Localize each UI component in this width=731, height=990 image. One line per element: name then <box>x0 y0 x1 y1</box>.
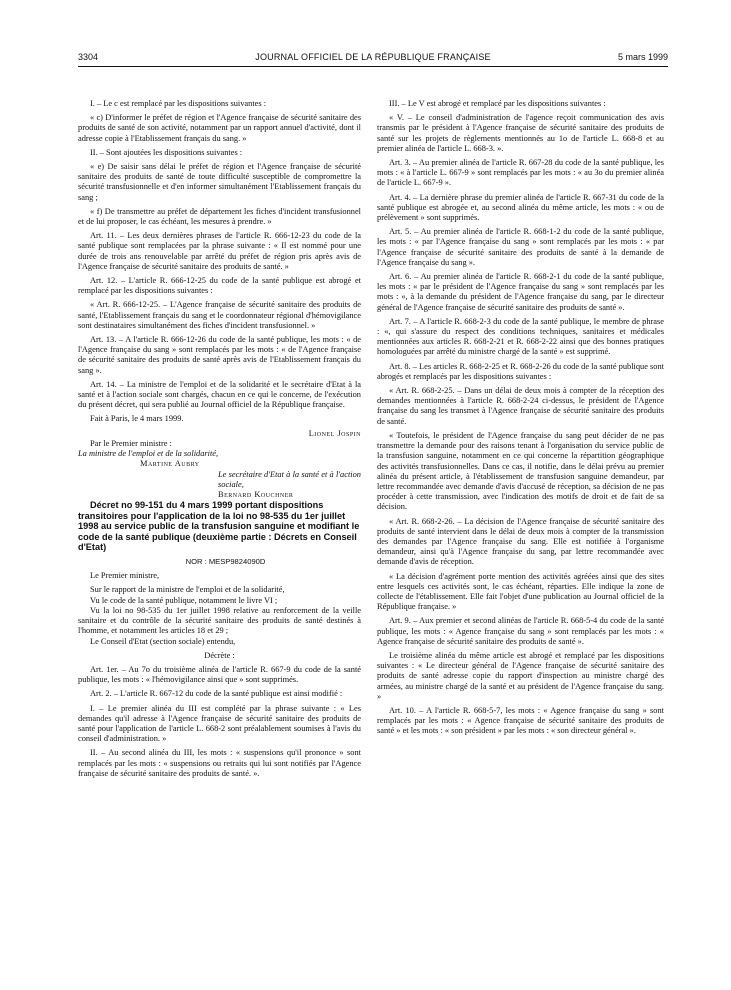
right-column <box>377 99 664 741</box>
paragraph: Vu la loi no 98-535 du 1er juillet 1998 relative au renforcement de la veille sanitaire et du contrôle de la sécurité sanitaire des produits de santé destinés à l'homme, et notamment les articles 18 et 29 ; <box>78 605 361 636</box>
paragraph: Vu le code de la santé publique, notamment le livre VI ; <box>90 595 278 605</box>
article-8: Art. 8. – Les articles R. 668-2-25 et R. 668-2-26 du code de la santé publique sont abrogés et remplacés par les dispositions suivantes : <box>377 361 664 381</box>
nor-reference: NOR : MESP9824090D <box>185 557 266 567</box>
signature-pm: Lionel Jospin <box>308 428 361 438</box>
header-rule <box>78 66 668 67</box>
article-10: Art. 10. – A l'article R. 668-5-7, les mots : « Agence française du sang » sont remplacés par les mots : « Agence française de sécurité sanitaire des produits de santé » et les mots : « son président » par les mots : « son directeur général ». <box>377 705 664 736</box>
paragraph: II. – Sont ajoutées les dispositions suivantes : <box>90 147 243 157</box>
article-2-i: I. – Le premier alinéa du III est complété par la phrase suivante : « Les demandes qu'il adresse à l'Agence française de sécurité sanitaire des produits de santé pour l'application de l'article L. 668-2 sont préalablement soumises à l'avis du conseil d'administration. » <box>78 703 361 744</box>
article-9: Art. 9. – Aux premier et second alinéas de l'article R. 668-5-4 du code de la santé publique, les mots : « Agence française du sang » sont remplacés par les mots : « Agence française de sécurité sanitaire des produits de santé ». <box>377 616 664 646</box>
secretaire-title: Le secrétaire d'Etat à la santé et à l'action sociale, <box>218 469 361 489</box>
page-header <box>78 52 668 66</box>
article-7: Art. 7. – A l'article R. 668-2-3 du code de la santé publique, le membre de phrase : «, qui s'assure du respect des conditions techniques, sanitaires et médicales mentionnées aux articles R. 668-2-21 et R. 668-2-22 ainsi que des bonnes pratiques homologuées par arrêté du ministre chargé de la santé » est supprimé. <box>377 316 664 357</box>
left-column <box>78 99 361 783</box>
par-le-premier-ministre: Par le Premier ministre : <box>90 438 172 448</box>
paragraph: I. – Le c est remplacé par les dispositions suivantes : <box>90 99 267 108</box>
article-13: Art. 13. – A l'article R. 666-12-26 du code de la santé publique, les mots : « de l'Agence française du sang » sont remplacés par les mots : « de l'Agence française de sécurité sanitaire des produits de santé après avis de l'Etablissement français du sang ». <box>78 335 361 375</box>
issue-date: 5 mars 1999 <box>617 52 668 62</box>
article-5: Art. 5. – Au premier alinéa de l'article R. 668-1-2 du code de la santé publique, les mots : « par l'Agence française du sang » sont remplacés par les mots : « par l'Agence française de sécurité sanitaire des produits de santé à la demande de l'Agence française du sang ». <box>377 227 664 267</box>
page-number: 3304 <box>78 52 99 62</box>
paragraph: « c) D'informer le préfet de région et l'Agence française de sécurité sanitaire des produits de santé de son activité, notamment par un rapport annuel d'activité, dont il adresse copie à l'Etablissement français du sang. » <box>78 113 361 143</box>
article-9-b: Le troisième alinéa du même article est abrogé et remplacé par les dispositions suivantes : « Le directeur général de l'Agence française de sécurité sanitaire des produits de santé adresse copie du rapport d'inspection au ministre chargé des armées, au ministre chargé de la santé et au président de l'Agence française du sang. » <box>377 650 664 701</box>
article-8-toutefois: « Toutefois, le président de l'Agence française du sang peut décider de ne pas transmettre la demande pour des raisons tenant à l'organisation du service public de la transfusion sanguine, notamment en ce qui concerne la répartition géographique des activités transfusionnelles. Dans ce cas, il notifie, dans le délai prévu au premier alinéa du présent article, à l'établissement de transfusion sanguine demandeur, par lettre recommandée avec demande d'avis d'accusé de réception, sa décision de ne pas procéder à cette transmission, avec l'indication des motifs de droit et de fait de sa décision. <box>377 430 664 512</box>
article-8-agrement: « La décision d'agrément porte mention des activités agréées ainsi que des sites entre lesquels ces activités sont, le cas échéant, réparties. Elle indique la zone de collecte de l'établissement. Elle fait l'objet d'une publication au Journal officiel de la République française. » <box>377 571 664 612</box>
paragraph: « f) De transmettre au préfet de département les fiches d'incident transfusionnel et de lui proposer, le cas échéant, les mesures à prendre. » <box>78 206 361 227</box>
article-14: Art. 14. – La ministre de l'emploi et de la solidarité et le secrétaire d'Etat à la santé et à l'action sociale sont chargés, chacun en ce qui le concerne, de l'exécution du présent décret, qui sera publié au Journal officiel de la République française. <box>78 379 361 410</box>
article-2: Art. 2. – L'article R. 667-12 du code de la santé publique est ainsi modifié : <box>90 689 343 699</box>
article-4: Art. 4. – La dernière phrase du premier alinéa de l'article R. 667-31 du code de la santé publique est abrogée et, au second alinéa du même article, les mots : « ou de prélèvement » sont supprimés. <box>377 192 664 223</box>
decrete: Décrète : <box>204 650 235 660</box>
place-date: Fait à Paris, le 4 mars 1999. <box>90 414 184 424</box>
article-12: Art. 12. – L'article R. 666-12-25 du code de la santé publique est abrogé et remplacé par les dispositions suivantes : <box>78 276 361 296</box>
article-2-ii: II. – Au second alinéa du III, les mots : « suspensions qu'il prononce » sont remplacés par les mots : « suspensions ou retraits qui lui sont notifiés par l'Agence française de sécurité sanitaire des produits de santé. ». <box>78 748 361 778</box>
paragraph: « e) De saisir sans délai le préfet de région et l'Agence française de sécurité sanitaire des produits de santé de toute difficulté susceptible de compromettre la sécurité transfusionnelle et d'en informer simultanément l'Etablissement français du sang ; <box>78 162 361 202</box>
ministre-title: La ministre de l'emploi et de la solidarité, <box>78 449 219 459</box>
article-12-text: « Art. R. 666-12-25. – L'Agence française de sécurité sanitaire des produits de santé, l'Etablissement français du sang et le coordonnateur régional d'hémovigilance sont destinataires simultanément des fiches d'incident transfusionnel. » <box>78 300 361 330</box>
journal-title: JOURNAL OFFICIEL DE LA RÉPUBLIQUE FRANÇAISE <box>255 52 491 62</box>
article-3: Art. 3. – Au premier alinéa de l'article R. 667-28 du code de la santé publique, les mots : « à l'article L. 667-9 » sont remplacés par les mots : « au 3o du premier alinéa de l'article L. 667-9 ». <box>377 158 664 188</box>
signature-kouchner: Bernard Kouchner <box>218 489 294 499</box>
paragraph: « V. – Le conseil d'administration de l'agence reçoit communication des avis transmis par le président à l'Agence française de sécurité sanitaire des produits de santé sur les projets de règlements mentionnés au 1o de l'article L. 668-8 et au premier alinéa de l'article L. 668-3. ». <box>377 113 664 153</box>
decree-title: Décret no 99-151 du 4 mars 1999 portant dispositions transitoires pour l'application de la loi no 98-535 du 1er juillet 1998 au service public de la transfusion sanguine et modifiant le code de la santé publique (deuxième partie : Décrets en Conseil d'Etat) <box>78 500 360 553</box>
article-8-r668-2-26: « Art. R. 668-2-26. – La décision de l'Agence française de sécurité sanitaire des produits de santé intervient dans le délai de deux mois à compter de la transmission des demandes par l'Agence française du sang. Elle est notifiée à l'organisme demandeur, ainsi qu'à l'Agence française du sang, par lettre recommandée avec demande d'avis de réception. <box>377 516 664 567</box>
article-1: Art. 1er. – Au 7o du troisième alinéa de l'article R. 667-9 du code de la santé publique, les mots : « l'hémovigilance ainsi que » sont supprimés. <box>78 664 361 685</box>
article-11: Art. 11. – Les deux dernières phrases de l'article R. 666-12-23 du code de la santé publique sont remplacées par la phrase suivante : « Il est nommé pour une durée de trois ans renouvelable par arrêté du préfet de région pris après avis de l'Agence française de sécurité sanitaire des produits de santé. » <box>78 231 361 271</box>
paragraph: III. – Le V est abrogé et remplacé par les dispositions suivantes : <box>389 99 606 108</box>
signature-aubry: Martine Aubry <box>140 459 200 469</box>
paragraph: Sur le rapport de la ministre de l'emploi et de la solidarité, <box>90 585 285 595</box>
paragraph: Le Conseil d'Etat (section sociale) entendu, <box>90 636 236 646</box>
article-6: Art. 6. – Au premier alinéa de l'article R. 668-2-1 du code de la santé publique, les mots : « par le président de l'Agence française du sang » sont remplacés par les mots : «, à la demande du président de l'Agence française du sang, par le directeur général de l'Agence française de sécurité sanitaire des produits de santé ». <box>377 272 664 312</box>
paragraph: Le Premier ministre, <box>90 571 160 581</box>
article-8-r668-2-25: « Art. R. 668-2-25. – Dans un délai de deux mois à compter de la réception des demandes mentionnées à l'article R. 668-2-24 ci-dessus, le président de l'Agence française du sang les transmet à l'Agence française de sécurité sanitaire des produits de santé. <box>377 386 664 426</box>
